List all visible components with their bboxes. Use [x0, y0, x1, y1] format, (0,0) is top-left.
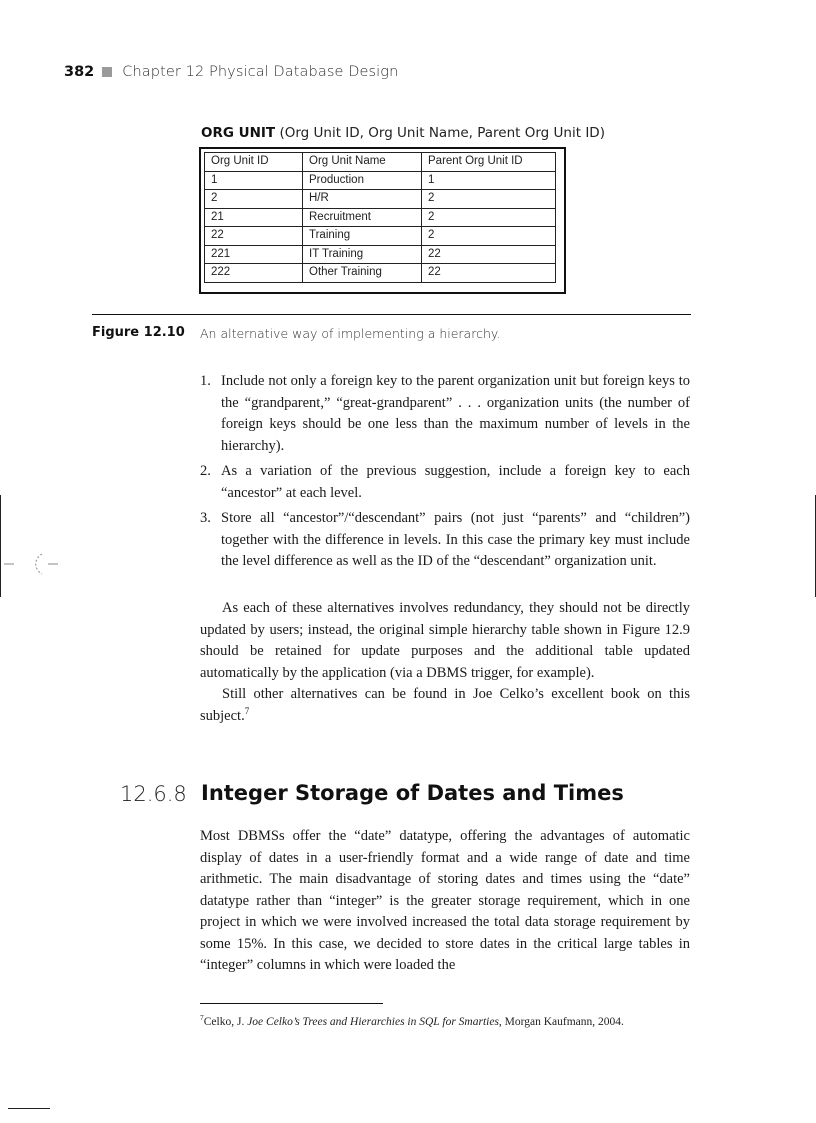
trim-mark-bottom: [8, 1108, 50, 1109]
table-cell: 2: [422, 227, 556, 246]
section-paragraph: Most DBMSs offer the “date” datatype, offering the advantages of automatic display of dates in a user-friendly format and a wide range of date and time arithmetic. The main disadvantage of storing dates and times using the “date” datatype rather than “integer” is the greater storage requirement, which in one project in which we were involved increased the total data storage requirement by some 15%. In this case, we decided to store dates in the critical large tables in “integer” columns in which were loaded the: [200, 828, 690, 973]
table-cell: 22: [205, 227, 303, 246]
footnote-marker: 7: [200, 1013, 204, 1022]
list-item: [200, 461, 690, 504]
relation-schema: [201, 125, 605, 141]
table-cell: 2: [422, 190, 556, 209]
body-paragraph: [200, 684, 690, 727]
footnote: [200, 1013, 624, 1028]
chapter-title: Chapter 12 Physical Database Design: [122, 64, 399, 80]
table-cell: Other Training: [303, 264, 422, 283]
table-row: [205, 245, 556, 264]
section-title: Integer Storage of Dates and Times: [201, 781, 624, 805]
table-cell: 2: [205, 190, 303, 209]
list-item: [200, 508, 690, 573]
list-number: 1.: [200, 373, 211, 389]
table-header-row: [205, 153, 556, 172]
column-header: Org Unit ID: [205, 153, 303, 172]
table-cell: H/R: [303, 190, 422, 209]
footnote-rule: [200, 1003, 383, 1004]
org-unit-table: [204, 152, 556, 283]
relation-attributes: (Org Unit ID, Org Unit Name, Parent Org Unit ID): [279, 125, 605, 141]
list-text: Include not only a foreign key to the parent organization unit but foreign keys to the “grandparent,” “great-grandparent” . . . organization units (the number of foreign keys should be one less than the maximum number of levels in the hierarchy).: [221, 373, 690, 454]
alternatives-list: [200, 371, 690, 577]
figure-caption: An alternative way of implementing a hierarchy.: [200, 326, 501, 341]
footnote-publisher: , Morgan Kaufmann, 2004.: [498, 1015, 624, 1028]
table-cell: 21: [205, 208, 303, 227]
square-bullet-icon: [102, 67, 112, 77]
table-row: [205, 171, 556, 190]
table-cell: 1: [205, 171, 303, 190]
table-cell: IT Training: [303, 245, 422, 264]
table-row: [205, 264, 556, 283]
table-row: [205, 190, 556, 209]
figure-rule: [92, 314, 691, 315]
list-number: 2.: [200, 463, 211, 479]
table-row: [205, 208, 556, 227]
list-item: [200, 371, 690, 457]
table-cell: Training: [303, 227, 422, 246]
table-cell: 2: [422, 208, 556, 227]
paragraph-text: Still other alternatives can be found in Joe Celko’s excellent book on this subject.: [200, 686, 690, 724]
footnote-ref: 7: [244, 705, 250, 716]
trim-mark-left: [0, 495, 1, 597]
org-unit-table-frame: [199, 147, 566, 294]
column-header: Org Unit Name: [303, 153, 422, 172]
table-cell: 222: [205, 264, 303, 283]
registration-mark-icon: [2, 549, 62, 579]
table-cell: 22: [422, 264, 556, 283]
list-number: 3.: [200, 510, 211, 526]
list-text: As a variation of the previous suggestion, include a foreign key to each “ancestor” at each level.: [221, 463, 690, 501]
relation-name: ORG UNIT: [201, 125, 276, 141]
table-cell: Recruitment: [303, 208, 422, 227]
footnote-title: Joe Celko’s Trees and Hierarchies in SQL for Smarties: [247, 1015, 499, 1028]
page-number: 382: [64, 64, 95, 80]
body-paragraph: As each of these alternatives involves redundancy, they should not be directly updated by users; instead, the original simple hierarchy table shown in Figure 12.9 should be retained for update purposes and the additional table updated automatically by the application (via a DBMS trigger, for example).: [200, 600, 690, 681]
running-head: [64, 64, 398, 80]
figure-label: Figure 12.10: [92, 325, 185, 340]
table-cell: Production: [303, 171, 422, 190]
table-cell: 221: [205, 245, 303, 264]
list-text: Store all “ancestor”/“descendant” pairs (not just “parents” and “children”) together with the difference in levels. In this case the primary key must include the level difference as well as the ID of the “descendant” organization unit.: [221, 510, 690, 569]
section-number: 12.6.8: [120, 782, 187, 806]
table-cell: 22: [422, 245, 556, 264]
table-cell: 1: [422, 171, 556, 190]
column-header: Parent Org Unit ID: [422, 153, 556, 172]
table-row: [205, 227, 556, 246]
footnote-author: Celko, J.: [203, 1015, 248, 1028]
